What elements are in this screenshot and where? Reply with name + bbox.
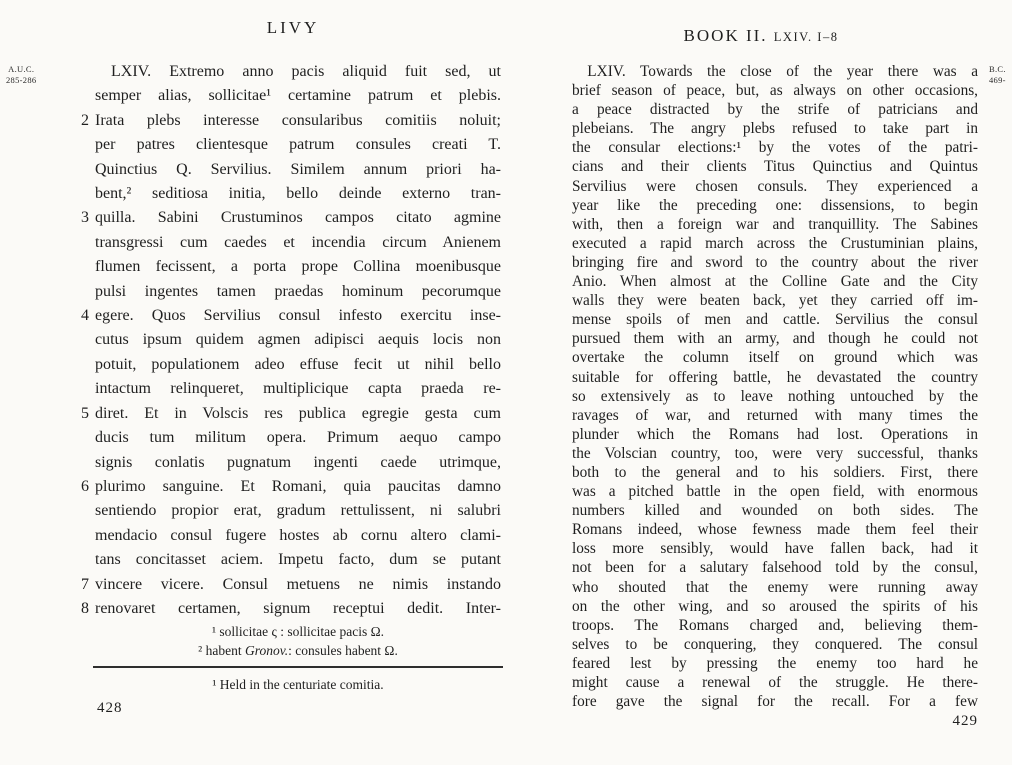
- apparatus-text: ¹ sollicitae ς : sollicitae pacis Ω.: [211, 624, 384, 639]
- line-text: Romans indeed, whose fewness made them feel their: [572, 521, 978, 539]
- right-page: [506, 0, 1012, 765]
- latin-text-line: [95, 548, 501, 572]
- section-number: 3: [81, 209, 89, 227]
- line-text: intactum relinqueret, multiplicique capta praeda re-: [95, 380, 501, 398]
- margin-note-era: A.U.C.: [8, 64, 35, 74]
- english-text-line: [572, 597, 978, 616]
- line-text: egere. Quos Servilius consul infesto exercitu inse-: [95, 307, 501, 325]
- line-text: loss more sensibly, would have fallen back, had it: [572, 540, 978, 558]
- latin-text-line: [95, 280, 501, 304]
- latin-text-line: [95, 84, 501, 108]
- english-text-line: [572, 100, 978, 119]
- line-text: transgressi cum caedes et incendia circum Anienem: [95, 233, 501, 251]
- line-text: who shouted that the enemy were running away: [572, 578, 978, 596]
- section-number: 7: [81, 575, 89, 593]
- latin-text-line: [81, 304, 501, 328]
- right-running-head: [558, 26, 964, 46]
- margin-note-years: 469-: [989, 74, 1006, 85]
- english-text-line: [572, 177, 978, 196]
- english-text-line: [572, 539, 978, 558]
- section-number: 6: [81, 477, 89, 495]
- english-text-line: [572, 119, 978, 138]
- line-text: brief season of peace, but, as always on other occasions,: [572, 82, 978, 100]
- line-text: the Volscian country, too, were very successful, thanks: [572, 444, 978, 462]
- line-text: mendacio consul fugere hostes ab cornu altero clami-: [95, 526, 501, 544]
- latin-text-line: [95, 426, 501, 450]
- latin-text-line: [95, 231, 501, 255]
- apparatus-editor-name: Gronov.: [244, 642, 289, 658]
- english-text-line: [572, 62, 978, 81]
- margin-note-era: B.C.: [989, 64, 1006, 74]
- margin-note-years: 285-286: [6, 74, 37, 85]
- english-text-line: [572, 272, 978, 291]
- english-text-line: [572, 348, 978, 367]
- section-number: 5: [81, 404, 89, 422]
- latin-text-line: [95, 158, 501, 182]
- line-text: the consular elections:¹ by the votes of the patri-: [572, 139, 978, 157]
- line-text: plunder which the Romans had lost. Operations in: [572, 425, 978, 443]
- footnote-rule: [93, 666, 503, 668]
- english-text-line: [572, 616, 978, 635]
- line-text: Quinctius Q. Servilius. Similem annum priori ha-: [95, 160, 501, 178]
- line-text: signis conlatis pugnatum ingenti caede utrimque,: [95, 453, 501, 471]
- line-text: might cause a renewal of the struggle. He there-: [572, 674, 978, 691]
- latin-text-line: [95, 182, 501, 206]
- latin-text-line: [81, 402, 501, 426]
- line-text: vincere vicere. Consul metuens ne nimis instando: [95, 575, 501, 593]
- line-text: sentiendo propior erat, gradum rettulissent, ni salubri: [95, 502, 501, 520]
- line-text: not been for a salutary falsehood told by the consul,: [572, 559, 978, 577]
- latin-text-line: [95, 524, 501, 548]
- english-text-line: [572, 558, 978, 577]
- line-text: pursued them with an army, and though he could not: [572, 330, 978, 348]
- line-text: executed a rapid march across the Crustuminian plains,: [572, 234, 978, 252]
- english-text-line: [572, 406, 978, 425]
- line-text: Anio. When almost at the Colline Gate and the City: [572, 273, 978, 291]
- latin-text-line: [95, 133, 501, 157]
- english-text-line: [572, 368, 978, 387]
- english-text-line: [572, 444, 978, 463]
- translator-footnote: ¹ Held in the centuriate comitia.: [212, 677, 384, 692]
- apparatus-line: [95, 642, 501, 661]
- line-text: so extensively as to leave nothing untouched by the: [572, 387, 978, 405]
- latin-text-line: [81, 109, 501, 133]
- line-text: troops. The Romans charged and, believing them-: [572, 616, 978, 634]
- apparatus-line: [95, 623, 501, 642]
- line-text: plurimo sanguine. Et Romani, quia paucitas damno: [95, 477, 501, 495]
- line-text: feared lest by pressing the enemy too hard he: [572, 654, 978, 672]
- line-text: Servilius were chosen consuls. They experienced a: [572, 177, 978, 195]
- apparatus-text: : consules habent Ω.: [288, 642, 398, 658]
- line-text: tans concitasset aciem. Impetu facto, dum se putant: [95, 551, 501, 569]
- english-text-line: [572, 310, 978, 329]
- line-text: selves to be conquering, they conquered. The consul: [572, 635, 978, 653]
- english-text-line: [572, 138, 978, 157]
- line-text: fore gave the signal for the recall. For a few: [572, 693, 978, 711]
- latin-text-block: [81, 60, 501, 621]
- english-text-line: [572, 673, 978, 692]
- latin-text-line: [95, 60, 501, 84]
- line-text: mense spoils of men and cattle. Servilius the consul: [572, 311, 978, 329]
- line-text: pulsi ingentes tamen praedas hominum pecorumque: [95, 282, 501, 300]
- line-text: LXIV. Extremo anno pacis aliquid fuit sed, ut: [95, 63, 501, 80]
- english-text-line: [572, 578, 978, 597]
- latin-text-line: [81, 206, 501, 230]
- english-text-line: [572, 501, 978, 520]
- line-text: cutus ipsum quidem agmen adipisci aequis locis non: [95, 331, 501, 349]
- line-text: plebeians. The angry plebs refused to take part in: [572, 120, 978, 138]
- latin-text-line: [95, 377, 501, 401]
- line-text: ravages of war, and returned with many times the: [572, 406, 978, 424]
- line-text: on the other wing, and so aroused the spirits of his: [572, 597, 978, 615]
- line-text: ducis tum militum opera. Primum aequo campo: [95, 429, 501, 447]
- line-text: per patres clientesque patrum consules creati T.: [95, 136, 501, 154]
- latin-text-line: [95, 499, 501, 523]
- line-text: bent,² seditiosa initia, bello deinde externo tran-: [95, 185, 501, 203]
- english-text-line: [572, 482, 978, 501]
- english-text-line: [572, 635, 978, 654]
- line-text: quilla. Sabini Crustuminos campos citato agmine: [95, 209, 501, 227]
- latin-text-line: [95, 255, 501, 279]
- section-number: 4: [81, 307, 89, 325]
- latin-text-line: [81, 597, 501, 621]
- left-page-number: 428: [97, 700, 123, 716]
- english-text-line: [572, 654, 978, 673]
- section-number: 8: [81, 599, 89, 617]
- right-margin-note-bc: [989, 64, 1006, 85]
- english-text-line: [572, 253, 978, 272]
- line-text: was a pitched battle in the open field, with enormous: [572, 483, 978, 501]
- english-text-line: [572, 387, 978, 406]
- line-text: cians and their clients Titus Quinctius and Quintus: [572, 158, 978, 176]
- english-text-line: [572, 692, 978, 711]
- right-page-number: 429: [952, 713, 978, 729]
- critical-apparatus: [95, 623, 501, 660]
- line-text: year like the preceding one: dissensions, to begin: [572, 196, 978, 214]
- section-number: 2: [81, 111, 89, 129]
- english-text-line: [572, 196, 978, 215]
- english-text-line: [572, 463, 978, 482]
- left-running-head: LIVY: [266, 18, 320, 37]
- line-text: numbers killed and wounded on both sides. The: [572, 502, 978, 520]
- apparatus-text: ² habent: [198, 642, 245, 658]
- line-text: both to the general and to his soldiers. First, there: [572, 463, 978, 481]
- left-margin-note-auc: [6, 64, 36, 85]
- english-text-line: [572, 425, 978, 444]
- line-text: bringing fire and sword to the country about the river: [572, 253, 978, 271]
- line-text: potuit, populationem adeo effuse fecit ut nihil bello: [95, 355, 501, 373]
- english-text-line: [572, 157, 978, 176]
- english-text-block: [572, 62, 978, 711]
- latin-text-line: [95, 451, 501, 475]
- english-text-line: [572, 234, 978, 253]
- line-text: walls they were beaten back, yet they carried off im-: [572, 292, 978, 310]
- english-text-line: [572, 291, 978, 310]
- line-text: overtake the column itself on ground which was: [572, 349, 978, 367]
- line-text: with, then a foreign war and tranquillity. The Sabines: [572, 215, 978, 233]
- english-text-line: [572, 520, 978, 539]
- line-text: diret. Et in Volscis res publica egregie gesta cum: [95, 404, 501, 422]
- english-text-line: [572, 329, 978, 348]
- running-head-section: LXIV. I–8: [773, 30, 839, 44]
- running-head-book: BOOK II.: [683, 26, 768, 45]
- line-text: renovaret certamen, signum receptui dedit. Inter-: [95, 599, 501, 617]
- line-text: a peace distracted by the strife of patricians and: [572, 101, 978, 119]
- latin-text-line: [95, 353, 501, 377]
- line-text: flumen fecissent, a porta prope Collina moenibusque: [95, 258, 501, 276]
- line-text: Irata plebs interesse consularibus comitiis noluit;: [95, 111, 501, 129]
- latin-text-line: [81, 475, 501, 499]
- english-text-line: [572, 215, 978, 234]
- latin-text-line: [81, 573, 501, 597]
- english-text-line: [572, 81, 978, 100]
- latin-text-line: [95, 328, 501, 352]
- line-text: LXIV. Towards the close of the year there was a: [572, 63, 978, 80]
- line-text: semper alias, sollicitae¹ certamine patrum et plebis.: [95, 87, 501, 105]
- line-text: suitable for offering battle, he devastated the country: [572, 368, 978, 386]
